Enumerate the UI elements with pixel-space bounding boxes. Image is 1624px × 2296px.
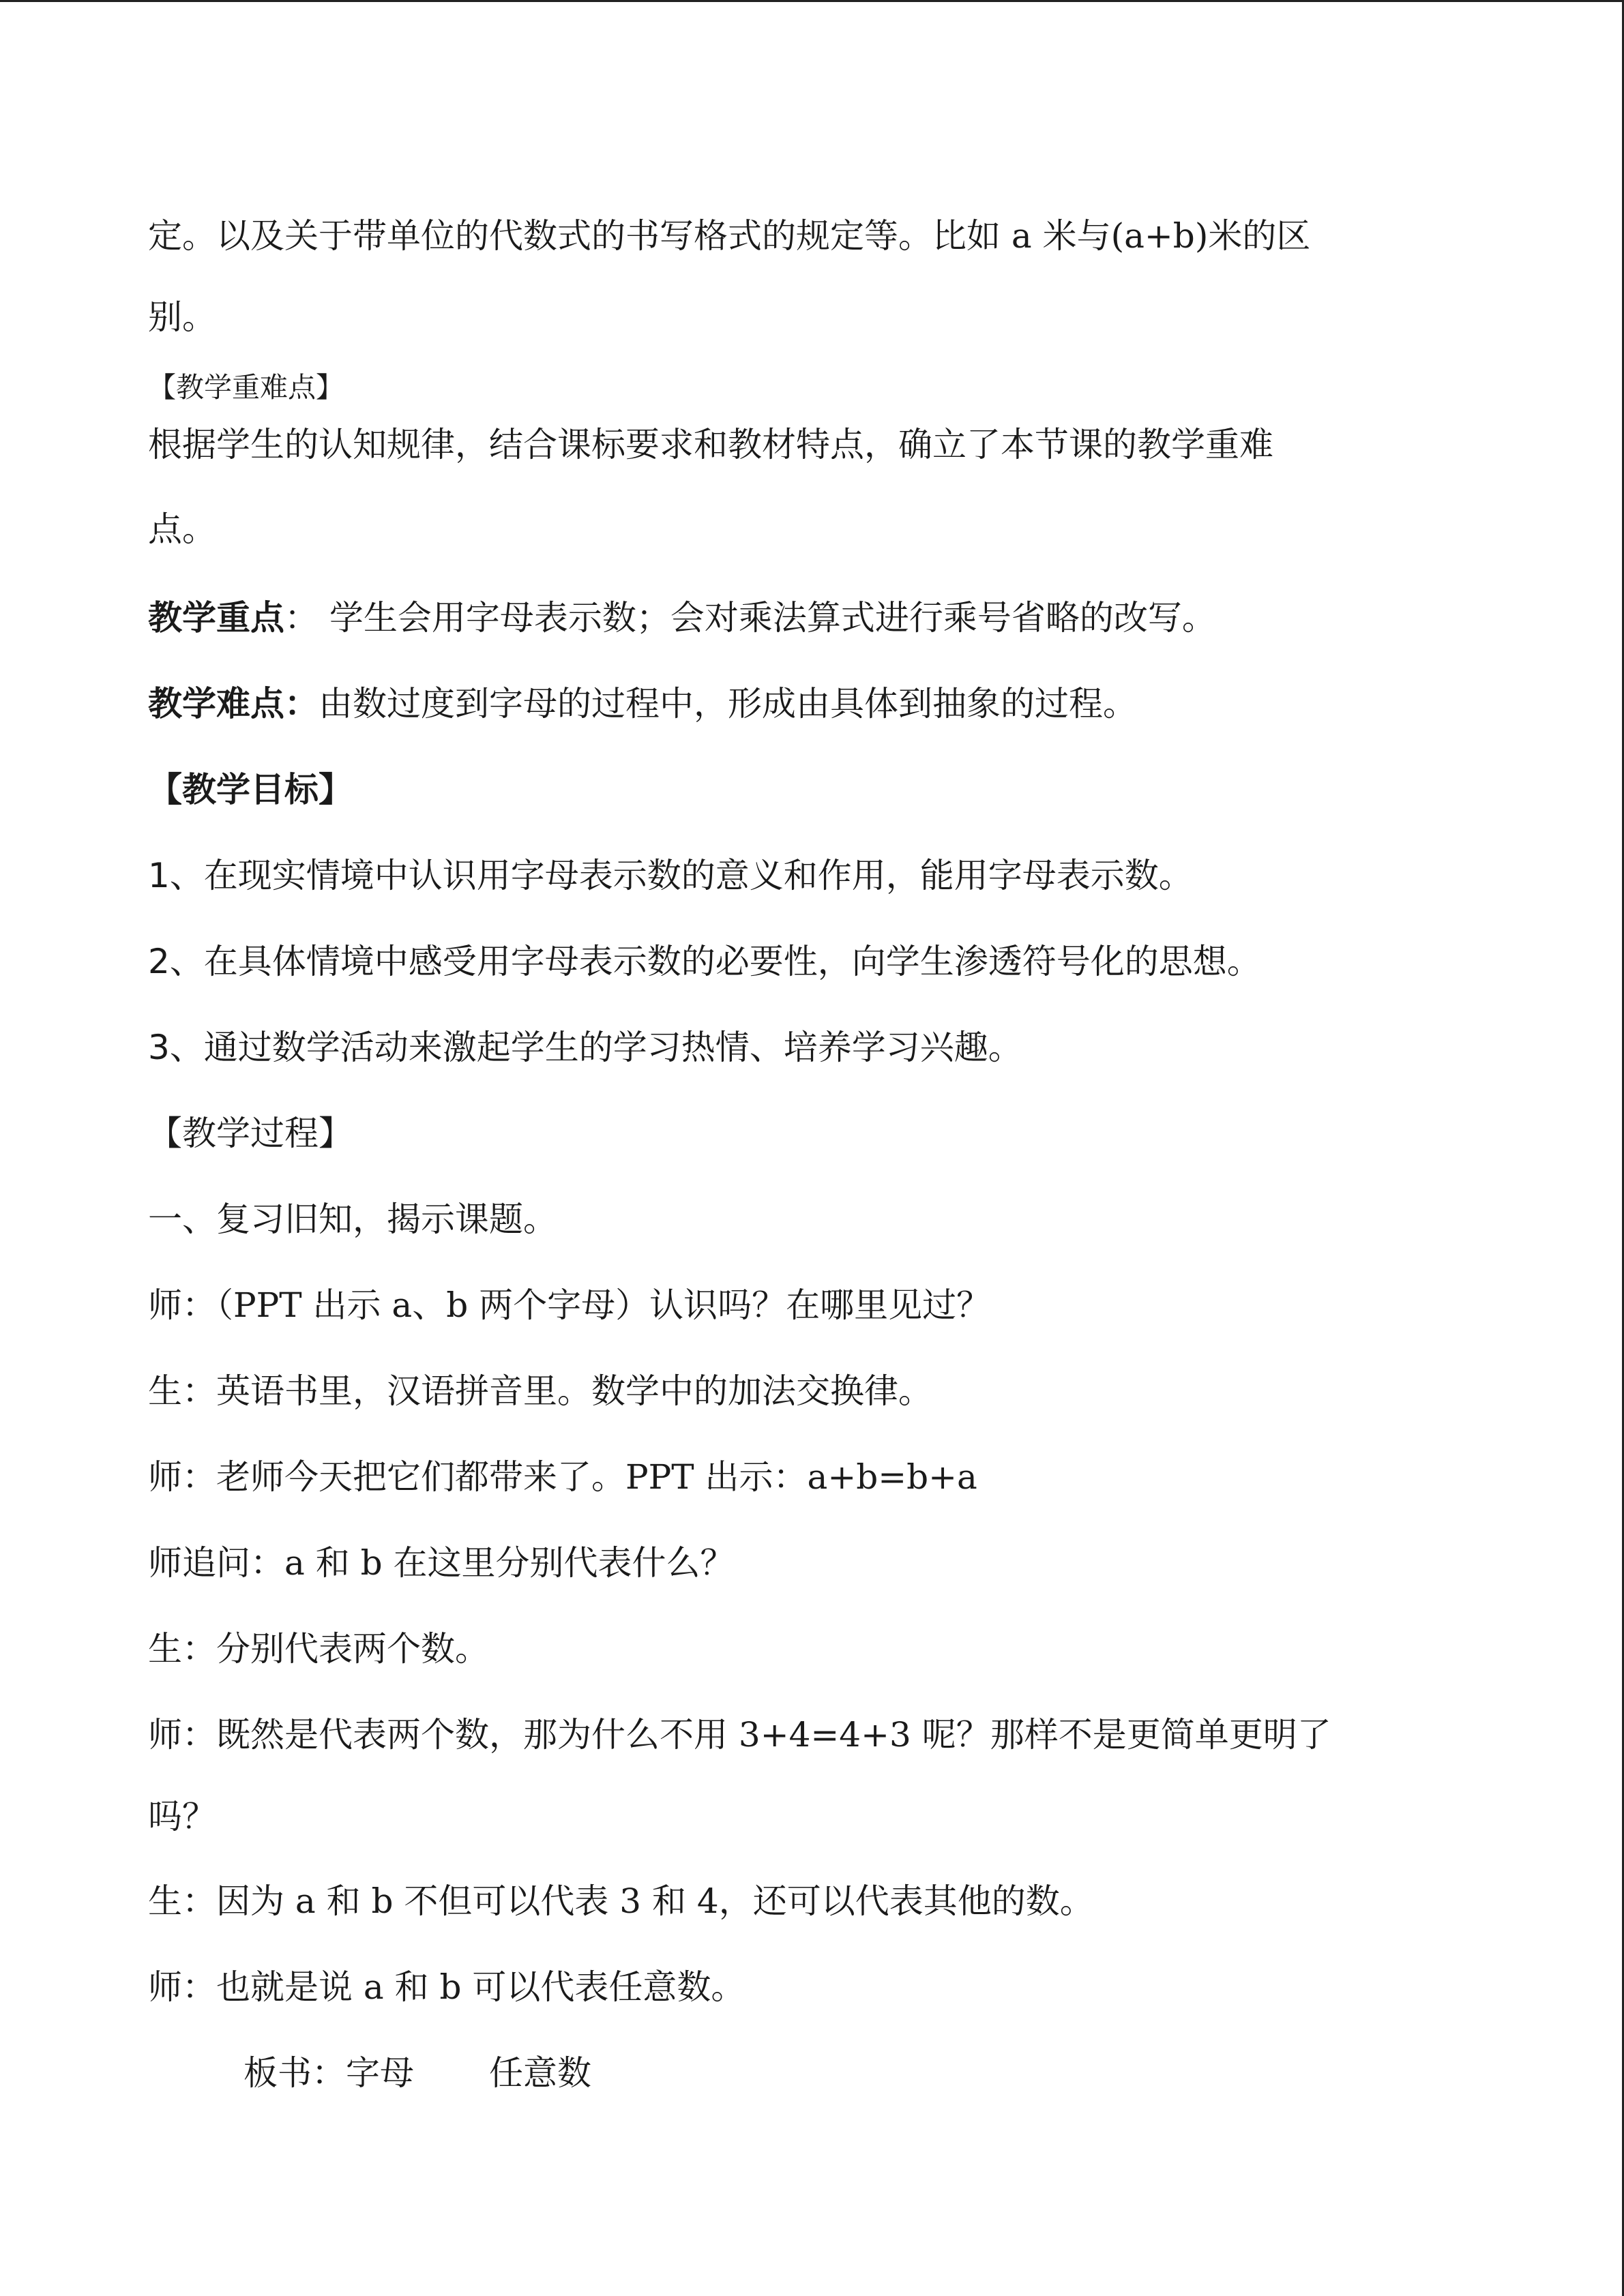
key-point-label: 教学重点 (148, 598, 284, 638)
key-point-separator: ： (284, 598, 319, 638)
dialogue-line: 师：（PPT 出示 a、b 两个字母）认识吗？在哪里见过？ (148, 1285, 991, 1325)
dialogue-line: 吗？ (148, 1797, 216, 1836)
objective-item: 3、通过数学活动来激起学生的学习热情、培养学习兴趣。 (148, 1028, 1022, 1067)
intro-line-1: 根据学生的认知规律，结合课标要求和教材特点，确立了本节课的教学重难 (148, 425, 1273, 464)
difficult-point-label: 教学难点： (148, 684, 319, 724)
continued-paragraph-line-2: 别。 (148, 297, 216, 337)
board-label: 板书：字母 (243, 2053, 414, 2093)
key-point-paragraph (148, 596, 1216, 640)
dialogue-line: 师：也就是说 a 和 b 可以代表任意数。 (148, 1967, 745, 2007)
heading-process: 【教学过程】 (148, 1114, 353, 1153)
dialogue-line: 生：分别代表两个数。 (148, 1629, 489, 1669)
difficult-point-text: 由数过度到字母的过程中，形成由具体到抽象的过程。 (319, 684, 1137, 724)
objective-item: 1、在现实情境中认识用字母表示数的意义和作用，能用字母表示数。 (148, 856, 1193, 895)
board-note (243, 2051, 591, 2095)
key-point-text: 学生会用字母表示数；会对乘法算式进行乘号省略的改写。 (319, 598, 1216, 638)
section-one-heading: 一、复习旧知，揭示课题。 (148, 1199, 557, 1239)
heading-key-difficult-points: 【教学重难点】 (148, 371, 344, 404)
objective-item: 2、在具体情境中感受用字母表示数的必要性，向学生渗透符号化的思想。 (148, 942, 1261, 981)
continued-paragraph-line-1: 定。以及关于带单位的代数式的书写格式的规定等。比如 a 米与(a+b)米的区 (148, 216, 1311, 256)
heading-objectives: 【教学目标】 (148, 770, 353, 809)
intro-line-2: 点。 (148, 509, 216, 549)
dialogue-line: 师追问：a 和 b 在这里分别代表什么？ (148, 1543, 735, 1583)
page-top-border (0, 0, 1624, 2)
dialogue-line: 师：既然是代表两个数，那为什么不用 3+4=4+3 呢？那样不是更简单更明了 (148, 1715, 1331, 1755)
dialogue-line: 生：因为 a 和 b 不但可以代表 3 和 4，还可以代表其他的数。 (148, 1881, 1094, 1921)
difficult-point-paragraph (148, 682, 1137, 726)
board-value: 任意数 (489, 2053, 591, 2093)
dialogue-line: 师：老师今天把它们都带来了。PPT 出示：a+b=b+a (148, 1457, 977, 1497)
dialogue-line: 生：英语书里，汉语拼音里。数学中的加法交换律。 (148, 1371, 932, 1411)
